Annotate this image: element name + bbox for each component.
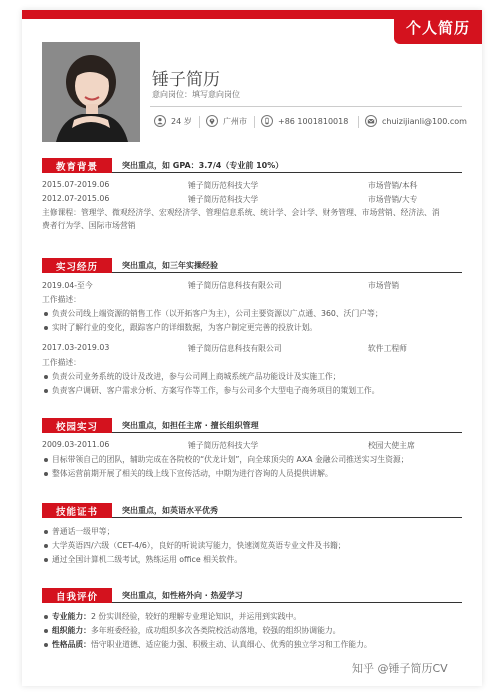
section-note: 突出重点，如性格外向 · 热爱学习 bbox=[122, 591, 243, 600]
job-role: 软件工程师 bbox=[368, 344, 407, 353]
edu-major: 市场营销/大专 bbox=[368, 195, 418, 204]
section-evaluation bbox=[42, 588, 462, 603]
age-value: 24 岁 bbox=[171, 116, 192, 126]
watermark: 知乎 @锤子简历CV bbox=[352, 662, 448, 675]
info-phone bbox=[261, 115, 348, 127]
eval-text: 2 份实训经验，较好的理解专业理论知识，并运用到实践中。 bbox=[90, 612, 302, 621]
list-item bbox=[42, 611, 462, 622]
section-education bbox=[42, 158, 462, 173]
eval-text: 悟守职业道德、适应能力强、积极主动、认真细心、优秀的独立学习和工作能力。 bbox=[90, 640, 372, 649]
list-item bbox=[42, 625, 462, 636]
edu-major: 市场营销/本科 bbox=[368, 181, 418, 190]
campus-role: 校园大使主席 bbox=[368, 441, 415, 450]
campus-school: 锤子简历范科技大学 bbox=[188, 441, 259, 450]
list-item: 实时了解行业的变化，跟踪客户的详细数据，为客户制定更完善的投放计划。 bbox=[42, 322, 462, 333]
user-icon bbox=[154, 115, 166, 127]
job-date: 2019.04-至今 bbox=[42, 281, 93, 290]
list-item: 普通话一级甲等； bbox=[42, 526, 462, 537]
phone-icon bbox=[261, 115, 273, 127]
info-separator bbox=[199, 116, 200, 128]
section-label: 校园实习 bbox=[42, 418, 112, 433]
location-pin-icon bbox=[206, 115, 218, 127]
section-rule bbox=[112, 602, 462, 604]
eval-key: 性格品质： bbox=[52, 640, 91, 649]
list-item: 负责公司线上端资源的销售工作（以开拓客户为主），公司主要资源以广点通、360、沃门户等； bbox=[42, 308, 462, 319]
list-item bbox=[42, 639, 462, 650]
edu-courses bbox=[42, 206, 462, 232]
section-internship bbox=[42, 258, 462, 273]
section-note: 突出重点，如三年实操经验 bbox=[122, 261, 218, 270]
profile-photo bbox=[42, 42, 140, 142]
desc-label: 工作描述： bbox=[42, 295, 81, 304]
edu-school: 锤子简历范科技大学 bbox=[188, 195, 259, 204]
edu-date: 2012.07-2015.06 bbox=[42, 194, 110, 203]
city-value: 广州市 bbox=[223, 116, 247, 126]
edu-school: 锤子简历范科技大学 bbox=[188, 181, 259, 190]
email-value: chuizijianli@100.com bbox=[382, 116, 467, 126]
info-separator bbox=[254, 116, 255, 128]
edu-courses-line: 费者行为学、国际市场营销 bbox=[42, 221, 136, 230]
intended-position: 意向岗位：填写意向岗位 bbox=[152, 90, 240, 99]
info-email bbox=[365, 115, 467, 127]
list-item: 目标带领自己的团队，辅助完成在各院校的“伏龙计划”，向全球顶尖的 AXA 金融公司推送实习生资源； bbox=[42, 454, 462, 465]
job-company: 锤子简历信息科技有限公司 bbox=[188, 281, 282, 290]
section-note: 突出重点，如 GPA：3.7/4（专业前 10%） bbox=[122, 161, 284, 170]
eval-key: 专业能力： bbox=[52, 612, 91, 621]
job-date: 2017.03-2019.03 bbox=[42, 343, 110, 352]
education-row bbox=[42, 180, 462, 191]
resume-title-tab: 个人简历 bbox=[394, 10, 482, 44]
job-desc-label bbox=[42, 357, 462, 368]
job-role: 市场营销 bbox=[368, 281, 400, 290]
job-row bbox=[42, 343, 462, 354]
phone-value: +86 1001810018 bbox=[278, 116, 349, 126]
job-desc-label bbox=[42, 294, 462, 305]
job-company: 锤子简历信息科技有限公司 bbox=[188, 344, 282, 353]
list-item: 负责公司业务系统的设计及改进，参与公司网上商城系统产品功能设计及实施工作； bbox=[42, 371, 462, 382]
campus-date: 2009.03-2011.06 bbox=[42, 440, 110, 449]
section-note: 突出重点，如担任主席 · 擅长组织管理 bbox=[122, 421, 259, 430]
mail-icon bbox=[365, 115, 377, 127]
list-item: 整体运营前期开展了相关的线上线下宣传活动，中期为进行咨询的人员提供讲解。 bbox=[42, 468, 462, 479]
candidate-name: 锤子简历 bbox=[152, 70, 220, 90]
section-rule bbox=[112, 432, 462, 434]
edu-date: 2015.07-2019.06 bbox=[42, 180, 110, 189]
header-divider bbox=[150, 106, 462, 107]
campus-row bbox=[42, 440, 462, 451]
section-campus bbox=[42, 418, 462, 433]
info-age bbox=[154, 115, 192, 127]
education-row bbox=[42, 194, 462, 205]
list-item: 负责客户调研、客户需求分析、方案写作等工作，参与公司多个大型电子商务项目的策划工作。 bbox=[42, 385, 462, 396]
edu-courses-line: 主修课程：管理学、微观经济学、宏观经济学、管理信息系统、统计学、会计学、财务管理、市场营销、经济法、消 bbox=[42, 208, 440, 217]
resume-page bbox=[22, 10, 482, 686]
list-item: 通过全国计算机二级考试，熟练运用 office 相关软件。 bbox=[42, 554, 462, 565]
section-label: 自我评价 bbox=[42, 588, 112, 603]
eval-key: 组织能力： bbox=[52, 626, 91, 635]
job-row bbox=[42, 280, 462, 291]
section-label: 实习经历 bbox=[42, 258, 112, 273]
section-label: 技能证书 bbox=[42, 503, 112, 518]
eval-text: 多年班委经验，成功组织多次各类院校活动落地，较强的组织协调能力。 bbox=[90, 626, 341, 635]
info-separator bbox=[358, 116, 359, 128]
section-rule bbox=[112, 172, 462, 174]
section-skills bbox=[42, 503, 462, 518]
section-rule bbox=[112, 517, 462, 519]
portrait-image bbox=[42, 42, 140, 142]
info-city bbox=[206, 115, 247, 127]
section-label: 教育背景 bbox=[42, 158, 112, 173]
section-note: 突出重点，如英语水平优秀 bbox=[122, 506, 218, 515]
section-rule bbox=[112, 272, 462, 274]
list-item: 大学英语四/六级（CET-4/6），良好的听说读写能力，快速浏览英语专业文件及书籍； bbox=[42, 540, 462, 551]
desc-label: 工作描述： bbox=[42, 358, 81, 367]
